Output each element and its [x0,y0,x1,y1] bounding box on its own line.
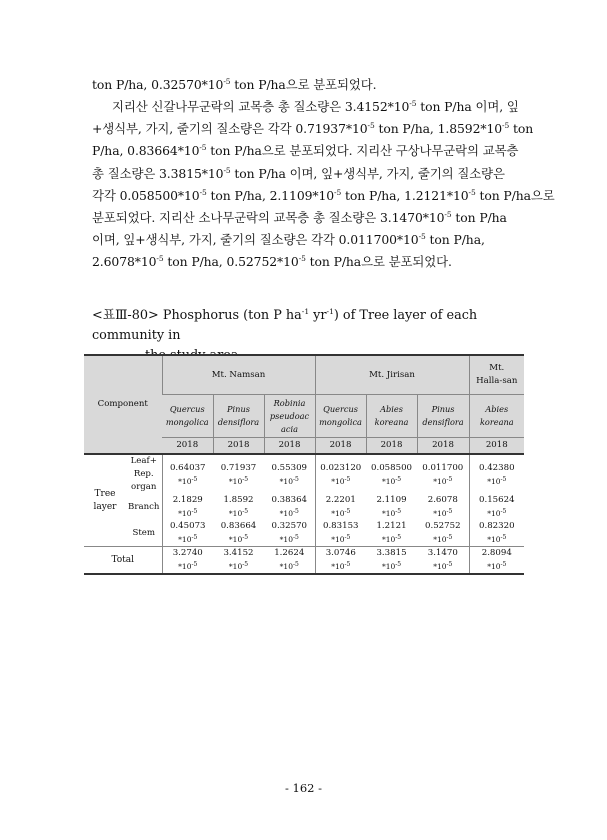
value-number: 0.55309 [271,462,308,473]
text-run: ton P/ha 이며, 잎+생식부, 가지, 줄기의 질소량은 [230,165,505,181]
value-number: 2.1109 [376,495,407,505]
species-header [264,395,315,438]
value-cell [366,494,417,520]
superscript: -5 [367,121,375,131]
value-number: 0.011700 [422,462,464,473]
value-cell [469,494,524,520]
row-label [126,454,162,494]
value-unit: $*10^{-5}$ [331,534,351,544]
value-cell [162,520,213,547]
paragraph-line [92,118,534,140]
paragraph-continuation [92,74,527,96]
superscript: -5 [444,210,452,220]
value-unit: $*10^{-5}$ [433,561,453,571]
text-run: ton P/ha, 1.8592*10 [374,121,503,137]
superscript: -5 [156,254,164,264]
total-label: Total [84,547,162,575]
group-label-part: Tree [94,488,116,499]
row-label-part: Stem [132,527,156,538]
species-header [213,395,264,438]
site-hallasan: Mt. Halla-san [469,355,524,395]
value-number: 0.15624 [479,495,515,505]
value-unit: $*10^{-5}$ [381,475,402,486]
phosphorus-table [84,354,524,575]
value-number: 0.71937 [220,462,257,473]
value-unit: $*10^{-5}$ [178,534,198,544]
species-name-part: koreana [479,417,514,427]
value-unit: $*10^{-5}$ [228,561,249,571]
row-label-part: Branch [128,501,160,512]
table-row [84,454,524,494]
value-unit: $*10^{-5}$ [487,508,507,518]
value-unit: $*10^{-5}$ [228,508,249,518]
value-cell [162,454,213,494]
species-header [162,395,213,438]
value-number: 3.1470 [427,548,458,558]
value-cell [417,547,469,575]
value-cell [213,494,264,520]
value-number: 2.8094 [481,548,512,558]
text-run: 지리산 신갈나무군락의 교목층 총 질소량은 3.4152*10 [112,99,410,114]
text-run: ton P/ha 이며, 잎 [416,99,519,114]
value-number: 3.2740 [172,548,203,558]
paragraph-line [92,96,527,118]
value-cell [366,454,417,494]
species-name-part: Pinus [431,404,455,414]
value-unit: $*10^{-5}$ [433,475,453,486]
value-unit: $*10^{-5}$ [279,475,299,486]
value-cell [162,547,213,575]
year-cell: 2018 [264,438,315,455]
row-label-part: Rep. [133,469,154,479]
value-unit: $*10^{-5}$ [279,561,299,571]
superscript: -5 [199,187,207,197]
value-number: 1.8592 [223,495,254,505]
row-label-part: Leaf+ [130,456,157,466]
value-unit: $*10^{-5}$ [381,561,402,571]
superscript: -5 [418,232,426,242]
value-unit: $*10^{-5}$ [279,534,299,544]
value-cell [264,494,315,520]
species-name-part: Pinus [227,404,250,414]
text-run: 각각 0.058500*10 [92,187,200,203]
site-jirisan: Mt. Jirisan [315,355,469,395]
row-label-part: organ [131,482,157,492]
species-name-part: mongolica [165,417,209,427]
species-name-part: koreana [374,417,409,427]
value-cell [469,454,524,494]
year-cell: 2018 [315,438,366,455]
species-header [469,395,524,438]
species-name-part: Abies [485,404,509,414]
species-header [417,395,469,438]
value-number: 0.83664 [220,521,257,531]
value-cell [264,547,315,575]
row-label [126,520,162,547]
paragraph-line [92,185,555,207]
value-unit: $*10^{-5}$ [433,534,453,544]
caption-text: yr [309,308,327,323]
text-run: ton [509,121,534,137]
species-name-part: Quercus [323,404,358,414]
text-run: ton P/ha으로 [475,187,555,203]
superscript: -1 [326,307,334,316]
year-cell: 2018 [162,438,213,455]
value-unit: $*10^{-5}$ [178,475,198,486]
superscript: -5 [468,187,476,197]
year-cell: 2018 [366,438,417,455]
superscript: -5 [298,254,306,264]
text-run: +생식부, 가지, 줄기의 질소량은 각각 0.71937*10 [92,121,368,137]
value-number: 1.2624 [274,548,305,558]
site-namsan: Mt. Namsan [162,355,315,395]
species-name-part: acia [281,423,298,434]
paragraph-line [92,163,527,185]
group-label [84,454,126,547]
page-number: - 162 - [284,781,323,795]
value-number: 0.38364 [271,495,308,505]
value-number: 0.82320 [479,521,515,531]
value-cell [315,547,366,575]
group-label-part: layer [93,501,117,512]
value-cell [469,520,524,547]
caption-text: ) of Tree layer of each community in [92,308,478,343]
text-run: ton P/ha, 2.1109*10 [206,187,335,203]
value-cell [417,494,469,520]
value-unit: $*10^{-5}$ [381,508,402,518]
value-number: 3.3815 [376,548,407,558]
species-name-part: Robinia [273,397,306,408]
species-name-part: Abies [380,404,403,414]
value-cell [366,520,417,547]
text-run: 분포되었다. 지리산 소나무군락의 교목층 총 질소량은 3.1470*10 [92,210,445,226]
text-run: 총 질소량은 3.3815*10 [92,165,224,181]
paragraph-line [92,74,527,96]
year-cell: 2018 [417,438,469,455]
value-cell [264,520,315,547]
value-number: 2.1829 [172,495,203,505]
value-number: 0.42380 [479,462,515,473]
text-run: 이며, 잎+생식부, 가지, 줄기의 질소량은 각각 0.011700*10 [92,232,419,248]
text-run: ton P/ha, 0.52752*10 [163,254,299,270]
value-cell [315,454,366,494]
value-number: 0.64037 [169,462,206,473]
species-name-part: densiflora [217,417,260,427]
value-unit: $*10^{-5}$ [228,534,249,544]
component-header: Component [84,355,162,454]
value-cell [315,520,366,547]
value-number: 3.0746 [325,548,356,558]
value-unit: $*10^{-5}$ [331,508,351,518]
value-unit: $*10^{-5}$ [331,475,351,486]
value-number: 0.32570 [271,521,308,531]
paragraph-line [92,207,527,229]
paragraph-body [92,96,555,274]
value-number: 2.2201 [325,495,356,505]
value-cell [315,494,366,520]
value-unit: $*10^{-5}$ [178,561,198,571]
table-row [84,494,524,520]
text-run: ton P/ha, [425,232,485,248]
value-cell [213,547,264,575]
value-unit: $*10^{-5}$ [228,475,249,486]
superscript: -5 [223,165,231,175]
row-label [126,494,162,520]
value-cell [162,494,213,520]
table-body [84,454,524,574]
value-cell [213,520,264,547]
table-row [84,520,524,547]
value-unit: $*10^{-5}$ [433,508,453,518]
site-header-row [84,355,524,395]
value-cell [264,454,315,494]
value-unit: $*10^{-5}$ [331,561,351,571]
text-run: P/ha, 0.83664*10 [92,143,200,159]
value-unit: $*10^{-5}$ [487,475,507,486]
value-number: 1.2121 [376,521,407,531]
value-number: 0.023120 [320,462,362,473]
species-header [366,395,417,438]
total-row [84,547,524,575]
year-cell: 2018 [469,438,524,455]
paragraph-line [92,251,527,273]
text-run: ton P/ha [451,210,507,226]
value-number: 0.058500 [371,462,413,473]
text-run: ton P/ha, 1.2121*10 [341,187,469,203]
text-run: ton P/ha으로 분포되었다. 지리산 구상나무군락의 교목층 [206,143,519,159]
caption-text: Phosphorus (ton P ha [158,308,302,323]
value-cell [366,547,417,575]
paragraph-line [92,229,527,251]
superscript: -5 [502,121,510,131]
species-header [315,395,366,438]
text-run: ton P/ha, 0.32570*10 [92,77,224,92]
value-cell [417,454,469,494]
value-unit: $*10^{-5}$ [279,508,299,518]
value-cell [417,520,469,547]
value-unit: $*10^{-5}$ [487,561,507,571]
text-run: 2.6078*10 [92,254,157,270]
text-run: ton P/ha으로 분포되었다. [230,77,377,92]
caption-label: <표Ⅲ-80> [92,308,159,323]
value-number: 0.83153 [322,521,359,531]
value-number: 0.45073 [169,521,206,531]
value-unit: $*10^{-5}$ [487,534,507,544]
species-name-part: pseudoac [269,410,310,421]
species-name-part: mongolica [319,417,362,427]
value-number: 2.6078 [427,495,458,505]
value-number: 0.52752 [425,521,461,531]
value-cell [469,547,524,575]
value-unit: $*10^{-5}$ [381,534,402,544]
year-cell: 2018 [213,438,264,455]
text-run: ton P/ha으로 분포되었다. [305,254,452,270]
value-cell [213,454,264,494]
superscript: -5 [409,99,417,108]
species-name-part: densiflora [422,417,464,427]
superscript: -1 [301,307,310,316]
species-name-part: Quercus [169,404,205,414]
value-number: 3.4152 [223,548,254,558]
paragraph-line [92,140,527,162]
superscript: -5 [334,187,342,197]
superscript: -5 [199,143,207,153]
superscript: -5 [223,77,231,86]
value-unit: $*10^{-5}$ [178,508,198,518]
